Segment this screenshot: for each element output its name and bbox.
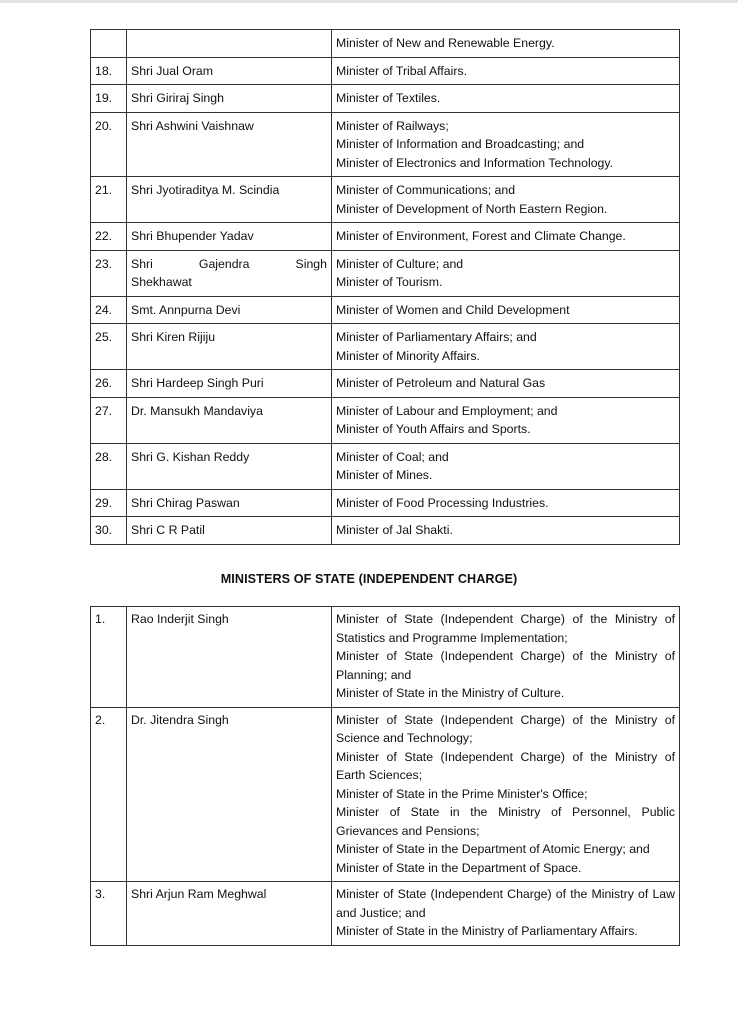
name-part: Shri: [131, 256, 153, 271]
portfolio-line: Minister of Petroleum and Natural Gas: [336, 376, 546, 390]
table-row: [91, 370, 680, 398]
portfolio-cell: [332, 250, 680, 296]
portfolio-line: Minister of State (Independent Charge) of the Ministry of Planning; and: [336, 649, 675, 682]
minister-name: Shri Giriraj Singh: [127, 85, 332, 113]
row-number: 18.: [91, 57, 127, 85]
section-heading: MINISTERS OF STATE (INDEPENDENT CHARGE): [220, 572, 518, 586]
portfolio-line: Minister of Textiles.: [336, 91, 441, 105]
portfolio-cell: [332, 882, 680, 946]
minister-name: Shri C R Patil: [127, 517, 332, 545]
minister-name: Shri Kiren Rijiju: [127, 324, 332, 370]
minister-name: Shri Arjun Ram Meghwal: [127, 882, 332, 946]
portfolio-line: Minister of State in the Department of Space.: [336, 860, 582, 875]
portfolio-cell: [332, 296, 680, 324]
table-row: [91, 707, 680, 882]
portfolio-line: Minister of State (Independent Charge) of the Ministry of Law and Justice; and: [336, 887, 675, 920]
minister-name: [127, 250, 332, 296]
portfolio-line: Minister of Youth Affairs and Sports.: [336, 422, 531, 436]
table-row: [91, 296, 680, 324]
row-number: 23.: [91, 250, 127, 296]
row-number: 20.: [91, 112, 127, 177]
table-row: [91, 112, 680, 177]
row-number: 29.: [91, 489, 127, 517]
row-number: 27.: [91, 397, 127, 443]
portfolio-cell: [332, 177, 680, 223]
portfolio-line: Minister of Tribal Affairs.: [336, 63, 467, 78]
portfolio-cell: [332, 30, 680, 58]
table-row: [91, 397, 680, 443]
minister-name: Dr. Mansukh Mandaviya: [127, 397, 332, 443]
name-part: Singh: [295, 256, 327, 271]
table-row: [91, 443, 680, 489]
portfolio-cell: [332, 370, 680, 398]
row-number: 28.: [91, 443, 127, 489]
row-number: 26.: [91, 370, 127, 398]
portfolio-cell: [332, 112, 680, 177]
table-row: [91, 177, 680, 223]
minister-name: Shri Bhupender Yadav: [127, 223, 332, 251]
row-number: 25.: [91, 324, 127, 370]
portfolio-line: Minister of Coal; and: [336, 449, 449, 464]
portfolio-line: Minister of Development of North Eastern Region.: [336, 201, 608, 216]
minister-name: Shri Hardeep Singh Puri: [127, 370, 332, 398]
minister-name: Shri Jual Oram: [127, 57, 332, 85]
table-row: [91, 250, 680, 296]
table-row: [91, 489, 680, 517]
portfolio-line: Minister of State (Independent Charge) of the Ministry of Science and Technology;: [336, 712, 675, 745]
portfolio-cell: [332, 85, 680, 113]
table-row: [91, 85, 680, 113]
ministers-of-state-table: [90, 606, 680, 946]
portfolio-line: Minister of Tourism.: [336, 275, 443, 289]
portfolio-line: Minister of Communications; and: [336, 183, 516, 197]
portfolio-line: Minister of State in the Ministry of Parliamentary Affairs.: [336, 924, 638, 938]
portfolio-cell: [332, 397, 680, 443]
table-row: [91, 882, 680, 946]
table-row: [91, 324, 680, 370]
portfolio-line: Minister of State in the Ministry of Culture.: [336, 686, 565, 700]
portfolio-line: Minister of State in the Ministry of Personnel, Public Grievances and Pensions;: [336, 805, 675, 838]
table-row: [91, 607, 680, 708]
table-row: [91, 30, 680, 58]
minister-name: Shri Ashwini Vaishnaw: [127, 112, 332, 177]
portfolio-line: Minister of Minority Affairs.: [336, 348, 480, 363]
minister-name: Dr. Jitendra Singh: [127, 707, 332, 882]
row-number: 19.: [91, 85, 127, 113]
minister-name: Shri Jyotiraditya M. Scindia: [127, 177, 332, 223]
page-top-edge: [0, 0, 738, 3]
portfolio-cell: [332, 707, 680, 882]
portfolio-line: Minister of Information and Broadcasting; and: [336, 137, 585, 151]
minister-name: Shri Chirag Paswan: [127, 489, 332, 517]
row-number: 1.: [91, 607, 127, 708]
portfolio-line: Minister of Electronics and Information Technology.: [336, 155, 614, 170]
row-number: 3.: [91, 882, 127, 946]
minister-name: Smt. Annpurna Devi: [127, 296, 332, 324]
portfolio-cell: [332, 517, 680, 545]
name-line-1: [131, 255, 327, 274]
portfolio-line: Minister of State (Independent Charge) of the Ministry of Earth Sciences;: [336, 749, 675, 782]
portfolio-cell: [332, 489, 680, 517]
row-number: [91, 30, 127, 58]
portfolio-cell: [332, 324, 680, 370]
portfolio-line: Minister of State in the Department of Atomic Energy; and: [336, 842, 650, 856]
portfolio-line: Minister of State in the Prime Minister's Office;: [336, 786, 588, 801]
portfolio-cell: [332, 57, 680, 85]
portfolio-line: Minister of Labour and Employment; and: [336, 403, 558, 418]
row-number: 24.: [91, 296, 127, 324]
portfolio-line: Minister of Women and Child Development: [336, 302, 570, 317]
minister-name: Shri G. Kishan Reddy: [127, 443, 332, 489]
portfolio-cell: [332, 223, 680, 251]
portfolio-line: Minister of Mines.: [336, 468, 433, 482]
portfolio-line: Minister of Railways;: [336, 118, 449, 133]
portfolio-line: Minister of Jal Shakti.: [336, 523, 453, 537]
portfolio-cell: [332, 607, 680, 708]
minister-name: [127, 30, 332, 58]
row-number: 2.: [91, 707, 127, 882]
portfolio-line: Minister of Culture; and: [336, 256, 464, 271]
table-row: [91, 223, 680, 251]
portfolio-line: Minister of Environment, Forest and Climate Change.: [336, 229, 626, 243]
portfolio-cell: [332, 443, 680, 489]
table-row: [91, 57, 680, 85]
row-number: 30.: [91, 517, 127, 545]
portfolio-line: Minister of New and Renewable Energy.: [336, 36, 555, 50]
cabinet-ministers-table: [90, 29, 680, 545]
portfolio-line: Minister of Food Processing Industries.: [336, 495, 549, 510]
minister-name: Rao Inderjit Singh: [127, 607, 332, 708]
portfolio-line: Minister of State (Independent Charge) of the Ministry of Statistics and Programme Implementation;: [336, 612, 675, 645]
name-line-2: Shekhawat: [131, 275, 192, 289]
row-number: 21.: [91, 177, 127, 223]
name-part: Gajendra: [198, 256, 250, 271]
portfolio-line: Minister of Parliamentary Affairs; and: [336, 330, 537, 344]
table-row: [91, 517, 680, 545]
row-number: 22.: [91, 223, 127, 251]
